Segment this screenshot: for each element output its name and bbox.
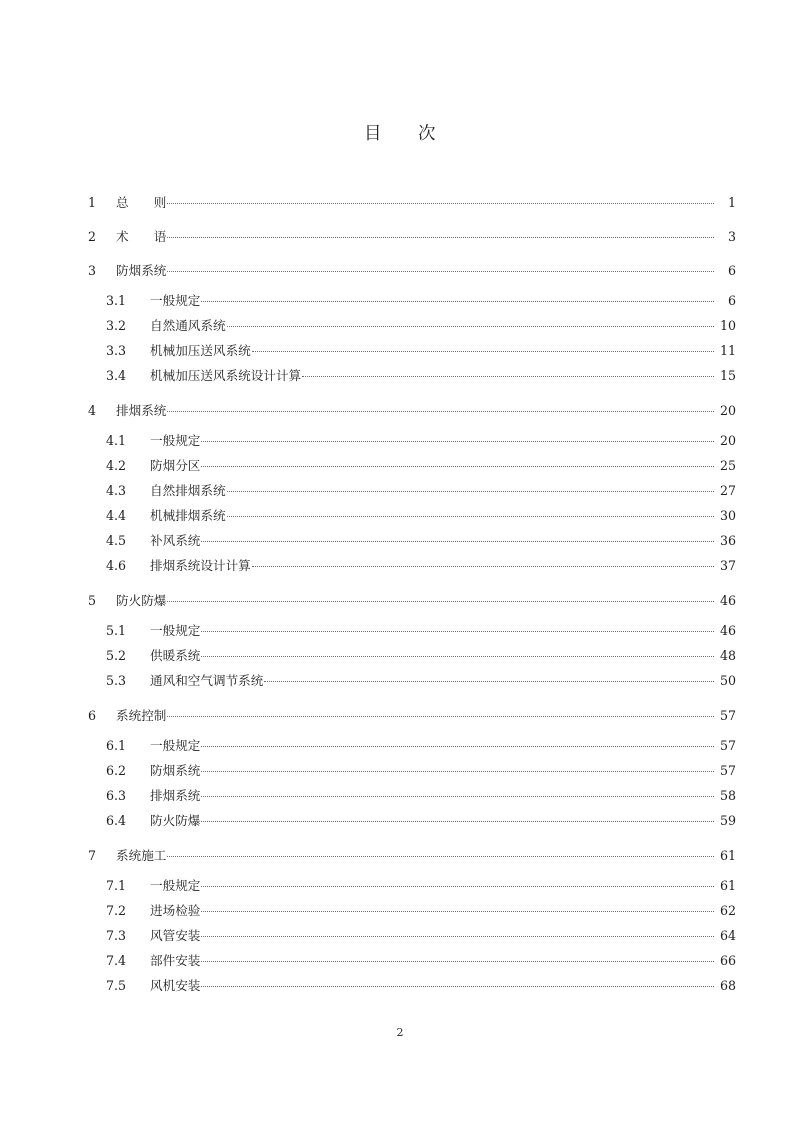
toc-dot-leader bbox=[201, 812, 714, 825]
toc-entry-number: 7.1 bbox=[106, 878, 127, 893]
toc-entry-number: 3 bbox=[88, 263, 97, 278]
toc-entry-label: 供暖系统 bbox=[150, 648, 201, 663]
toc-dot-leader bbox=[201, 877, 714, 890]
toc-dot-leader bbox=[167, 592, 714, 605]
toc-entry-label: 机械排烟系统 bbox=[150, 508, 226, 523]
toc-entry-number: 3.2 bbox=[106, 318, 127, 333]
toc-dot-leader bbox=[167, 707, 714, 720]
toc-entry-page-number: 61 bbox=[719, 878, 736, 893]
toc-entry-number: 7.3 bbox=[106, 928, 127, 943]
toc-entry[interactable] bbox=[88, 553, 736, 578]
toc-entry-number: 6.1 bbox=[106, 738, 127, 753]
toc-entry[interactable] bbox=[88, 808, 736, 833]
toc-entry[interactable] bbox=[88, 948, 736, 973]
toc-entry-page-number: 6 bbox=[727, 293, 736, 308]
toc-entry[interactable] bbox=[88, 873, 736, 898]
toc-entry-page-number: 46 bbox=[719, 593, 736, 608]
toc-entry-page-number: 30 bbox=[719, 508, 736, 523]
toc-dot-leader bbox=[167, 847, 714, 860]
toc-entry[interactable] bbox=[88, 288, 736, 313]
toc-entry-page-number: 58 bbox=[719, 788, 736, 803]
toc-entry-label: 进场检验 bbox=[150, 903, 201, 918]
toc-entry[interactable] bbox=[88, 973, 736, 998]
toc-entry-number: 5.2 bbox=[106, 648, 127, 663]
toc-entry-label: 通风和空气调节系统 bbox=[150, 673, 264, 688]
toc-entry-number: 7.4 bbox=[106, 953, 127, 968]
toc-entry-label: 补风系统 bbox=[150, 533, 201, 548]
toc-entry-page-number: 57 bbox=[719, 738, 736, 753]
toc-dot-leader bbox=[201, 952, 714, 965]
toc-entry-page-number: 61 bbox=[719, 848, 736, 863]
toc-entry-page-number: 3 bbox=[727, 229, 736, 244]
toc-dot-leader bbox=[201, 902, 714, 915]
toc-entry-number: 5.3 bbox=[106, 673, 127, 688]
toc-entry[interactable] bbox=[88, 898, 736, 923]
toc-entry-label: 风管安装 bbox=[150, 928, 201, 943]
toc-entry-label: 排烟系统 bbox=[150, 788, 201, 803]
toc-entry-label: 防烟系统 bbox=[116, 263, 167, 278]
toc-entry-label: 自然通风系统 bbox=[150, 318, 226, 333]
toc-entry[interactable] bbox=[88, 186, 736, 220]
toc-dot-leader bbox=[252, 557, 714, 570]
toc-entry[interactable] bbox=[88, 668, 736, 693]
toc-entry[interactable] bbox=[88, 618, 736, 643]
toc-entry[interactable] bbox=[88, 388, 736, 428]
toc-entry-label: 一般规定 bbox=[150, 293, 201, 308]
toc-entry-number: 3.3 bbox=[106, 343, 127, 358]
toc-entry-page-number: 10 bbox=[719, 318, 736, 333]
toc-entry-number: 4.6 bbox=[106, 558, 127, 573]
toc-entry[interactable] bbox=[88, 254, 736, 288]
toc-entry-number: 4.3 bbox=[106, 483, 127, 498]
toc-dot-leader bbox=[201, 927, 714, 940]
toc-entry-label: 排烟系统 bbox=[116, 403, 167, 418]
toc-entry-page-number: 57 bbox=[719, 708, 736, 723]
toc-entry[interactable] bbox=[88, 220, 736, 254]
toc-entry[interactable] bbox=[88, 313, 736, 338]
toc-entry-label: 防火防爆 bbox=[116, 593, 167, 608]
toc-entry-label: 一般规定 bbox=[150, 433, 201, 448]
toc-dot-leader bbox=[201, 622, 714, 635]
toc-dot-leader bbox=[201, 292, 714, 305]
toc-dot-leader bbox=[252, 342, 714, 355]
toc-entry-page-number: 68 bbox=[719, 978, 736, 993]
toc-entry[interactable] bbox=[88, 758, 736, 783]
toc-entry-page-number: 59 bbox=[719, 813, 736, 828]
toc-dot-leader bbox=[167, 194, 714, 207]
toc-entry-number: 3.1 bbox=[106, 293, 127, 308]
toc-entry-number: 6.4 bbox=[106, 813, 127, 828]
toc-entry-label: 自然排烟系统 bbox=[150, 483, 226, 498]
toc-dot-leader bbox=[167, 262, 714, 275]
toc-dot-leader bbox=[302, 367, 714, 380]
toc-entry-page-number: 25 bbox=[719, 458, 736, 473]
toc-entry-number: 5 bbox=[88, 593, 97, 608]
toc-entry-number: 7.2 bbox=[106, 903, 127, 918]
toc-dot-leader bbox=[227, 317, 714, 330]
toc-entry[interactable] bbox=[88, 528, 736, 553]
toc-entry[interactable] bbox=[88, 363, 736, 388]
toc-entry-number: 2 bbox=[88, 229, 97, 244]
toc-dot-leader bbox=[201, 647, 714, 660]
toc-entry[interactable] bbox=[88, 783, 736, 808]
toc-entry-label: 一般规定 bbox=[150, 623, 201, 638]
footer-page-number: 2 bbox=[396, 1026, 404, 1039]
toc-entry-number: 1 bbox=[88, 195, 97, 210]
toc-entry-label: 一般规定 bbox=[150, 738, 201, 753]
toc-dot-leader bbox=[167, 228, 714, 241]
toc-entry-number: 3.4 bbox=[106, 368, 127, 383]
toc-entry-page-number: 20 bbox=[719, 403, 736, 418]
toc-entry-page-number: 48 bbox=[719, 648, 736, 663]
toc-entry[interactable] bbox=[88, 338, 736, 363]
toc-entry-label: 机械加压送风系统 bbox=[150, 343, 251, 358]
toc-entry-page-number: 15 bbox=[719, 368, 736, 383]
toc-entry[interactable] bbox=[88, 733, 736, 758]
table-of-contents bbox=[88, 186, 736, 998]
toc-entry-page-number: 62 bbox=[719, 903, 736, 918]
toc-entry-page-number: 1 bbox=[727, 195, 736, 210]
toc-dot-leader bbox=[227, 507, 714, 520]
toc-entry[interactable] bbox=[88, 503, 736, 528]
toc-entry-label: 防火防爆 bbox=[150, 813, 201, 828]
toc-dot-leader bbox=[227, 482, 714, 495]
toc-dot-leader bbox=[201, 977, 714, 990]
toc-entry-page-number: 6 bbox=[727, 263, 736, 278]
toc-entry-page-number: 20 bbox=[719, 433, 736, 448]
toc-entry[interactable] bbox=[88, 453, 736, 478]
toc-entry-number: 5.1 bbox=[106, 623, 127, 638]
toc-entry-number: 4.4 bbox=[106, 508, 127, 523]
toc-entry-page-number: 66 bbox=[719, 953, 736, 968]
page-title: 目 次 bbox=[364, 124, 436, 144]
toc-entry-label: 总 则 bbox=[116, 195, 167, 210]
toc-entry-number: 7.5 bbox=[106, 978, 127, 993]
toc-entry-page-number: 11 bbox=[719, 343, 736, 358]
toc-entry-page-number: 50 bbox=[719, 673, 736, 688]
toc-entry[interactable] bbox=[88, 693, 736, 733]
toc-entry-page-number: 36 bbox=[719, 533, 736, 548]
toc-dot-leader bbox=[264, 672, 714, 685]
toc-entry-label: 机械加压送风系统设计计算 bbox=[150, 368, 302, 383]
toc-entry-label: 系统控制 bbox=[116, 708, 167, 723]
toc-entry-number: 7 bbox=[88, 848, 97, 863]
toc-entry-number: 6.2 bbox=[106, 763, 127, 778]
toc-entry-number: 4.2 bbox=[106, 458, 127, 473]
toc-dot-leader bbox=[201, 532, 714, 545]
toc-entry-label: 排烟系统设计计算 bbox=[150, 558, 251, 573]
toc-entry-label: 防烟分区 bbox=[150, 458, 201, 473]
toc-entry[interactable] bbox=[88, 923, 736, 948]
toc-dot-leader bbox=[201, 457, 714, 470]
toc-entry-label: 风机安装 bbox=[150, 978, 201, 993]
toc-entry-label: 一般规定 bbox=[150, 878, 201, 893]
toc-entry-page-number: 57 bbox=[719, 763, 736, 778]
toc-entry-number: 6.3 bbox=[106, 788, 127, 803]
toc-entry-page-number: 46 bbox=[719, 623, 736, 638]
toc-entry-label: 术 语 bbox=[116, 229, 167, 244]
toc-entry[interactable] bbox=[88, 478, 736, 503]
toc-entry[interactable] bbox=[88, 833, 736, 873]
toc-entry[interactable] bbox=[88, 428, 736, 453]
toc-entry-label: 部件安装 bbox=[150, 953, 201, 968]
toc-entry-number: 4.1 bbox=[106, 433, 127, 448]
toc-entry-number: 4 bbox=[88, 403, 97, 418]
toc-dot-leader bbox=[201, 762, 714, 775]
toc-dot-leader bbox=[201, 432, 714, 445]
toc-dot-leader bbox=[201, 737, 714, 750]
toc-entry-page-number: 37 bbox=[719, 558, 736, 573]
toc-entry-number: 6 bbox=[88, 708, 97, 723]
toc-entry-page-number: 27 bbox=[719, 483, 736, 498]
toc-entry[interactable] bbox=[88, 643, 736, 668]
toc-entry-label: 防烟系统 bbox=[150, 763, 201, 778]
toc-entry-page-number: 64 bbox=[719, 928, 736, 943]
toc-entry-number: 4.5 bbox=[106, 533, 127, 548]
toc-entry[interactable] bbox=[88, 578, 736, 618]
toc-entry-label: 系统施工 bbox=[116, 848, 167, 863]
toc-dot-leader bbox=[167, 402, 714, 415]
toc-dot-leader bbox=[201, 787, 714, 800]
